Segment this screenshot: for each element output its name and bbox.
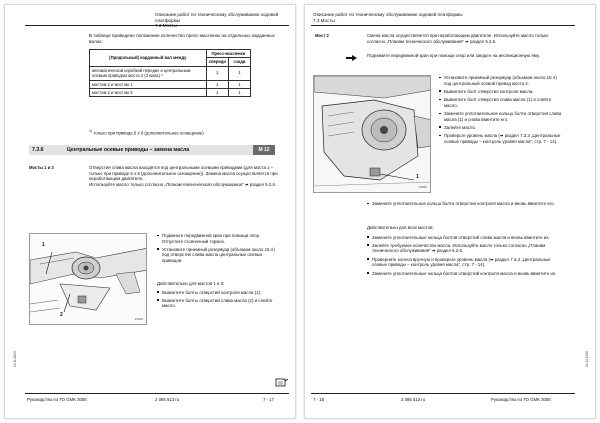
page-header: [313, 12, 463, 23]
oil-spec-ref: ➠ раздел 5.2.6.: [244, 181, 277, 187]
table-cell: 1: [229, 88, 251, 96]
figure-callout-1: 1: [42, 242, 45, 248]
margin-code: 12.11.2003: [13, 351, 17, 367]
table-cell: 1: [229, 80, 251, 88]
axle2-drain-drawing: [314, 76, 431, 193]
footer-code: 2 085 513 ru: [401, 397, 426, 402]
footnote-mark: 1): [89, 129, 93, 133]
figure-code: 20895: [134, 317, 143, 322]
oil-can-icon: [275, 377, 289, 387]
list-item: Проверните колеса вручную и проверьте уровень масла (➠ раздел 7.3.3 „Центральные осевые приводы – контроль уровня масла“, стр. 7 - 14).: [367, 257, 563, 268]
header-rule: [25, 25, 289, 26]
list-item: Установите приемный резервуар (объемом около 15 л) под центральный осевой привод моста 2.: [439, 75, 563, 86]
header-title: Описание работ по техническому обслуживанию ходовой платформы: [313, 12, 463, 17]
action-title: Действительно для мостов 1 и 3:: [157, 281, 225, 286]
steps-list-2: [367, 201, 563, 209]
figure-callout-1: 1: [416, 174, 419, 180]
table-cell: мостом 2 и мостом 3: [90, 88, 207, 96]
figure-callout-2: 2: [60, 312, 63, 318]
list-item: Вывинтите болт отверстия слива масла (1) и слейте масло.: [439, 97, 563, 108]
table-cell: 1: [229, 66, 251, 80]
grease-nipple-table: [89, 49, 251, 97]
table-cell: 1: [206, 88, 228, 96]
list-item: Замените уплотнительное кольцо болта отверстия контроля масла и вновь ввинтите его.: [367, 201, 563, 207]
table-header-rear: сзади: [229, 58, 251, 66]
section-bar: [29, 145, 275, 155]
margin-code: 24.12.1999: [585, 351, 589, 367]
header-section: 7.3 Мосты: [155, 23, 177, 29]
table-cell: 1: [206, 66, 228, 80]
figure-code: 20896: [418, 185, 427, 190]
list-item: Замените уплотнительные кольца болтов отверстий контроля масла и вновь ввинтите их.: [367, 271, 563, 277]
paragraph-oil-spec: [89, 182, 285, 188]
list-item: Подкиньте передвижной кран при помощи опор. Отпустите стояночный тормоз.: [157, 233, 281, 244]
footer-code: 2 085 513 ru: [155, 397, 180, 402]
list-item: Вывинтите болты отверстий слива масла (2) и слейте масло.: [157, 298, 281, 309]
axle2-drain-figure: [313, 75, 431, 193]
page-header: [155, 12, 291, 29]
table-header-front: спереди: [206, 58, 228, 66]
section-title: Центральные осевые приводы – замена масла: [67, 147, 190, 153]
table-cell: 1: [206, 80, 228, 88]
list-item: Замените уплотнительные кольца болтов отверстий слива масла и вновь ввинтите их.: [367, 235, 563, 241]
list-item: Залейте требуемое количество масла. Используйте масло только согласно „Планам технического обслуживания“ ➠ раздел 5.2.6.: [367, 243, 563, 254]
steps-list-1: [439, 75, 563, 147]
side-label: Мосты 1 и 3: [29, 165, 54, 170]
notice-text: Поднимите передвижной кран при помощи опор или заедьте на инспекционную яму.: [367, 53, 540, 58]
section-number: 7.3.6: [32, 147, 44, 153]
table-row: [90, 88, 251, 96]
oil-can-graphic: [275, 377, 289, 387]
footnote-text: только при приводе 6 х 6 (дополнительное оснащение): [93, 130, 204, 136]
axle-drain-drawing: [30, 234, 147, 325]
header-rule: [311, 25, 575, 26]
left-page: [4, 4, 296, 419]
oil-spec-text: Используйте масло только согласно: [89, 181, 165, 187]
footer-manual: Руководство по ТО GMK 3050: [27, 397, 87, 402]
steps-list-1: [157, 233, 281, 266]
maintenance-badge: M 12: [253, 145, 275, 155]
side-label: Мост 2: [315, 33, 329, 38]
footer-rule: [25, 393, 289, 394]
right-page: [304, 4, 596, 419]
footer-rule: [311, 393, 575, 394]
table-header-shaft: (Продольный) карданный вал между: [90, 50, 207, 67]
header-section: 7.3 Мосты: [313, 17, 335, 23]
table-header-nipples: Пресс-масленки: [206, 50, 250, 58]
table-cell: мостом 2 и мостом 1: [90, 80, 207, 88]
action-title: Действительно для всех мостов:: [367, 225, 434, 230]
list-item: Установите приемный резервуар (объемом около 15 л) под отверстия слива масла центральных осевых приводов.: [157, 247, 281, 264]
list-item: Залейте масло.: [439, 125, 563, 131]
list-item: Проверьте уровень масла (➠ раздел 7.3.3 „Центральные осевые приводы – контроль уровня масла“, стр. 7 - 14).: [439, 133, 563, 144]
pointing-hand-icon: [345, 53, 359, 63]
footnote: [89, 129, 279, 136]
table-row: [90, 66, 251, 80]
footer-page-number: 7 - 17: [263, 397, 274, 402]
table-cell: автоматической коробкой передач и центральным осевым приводом моста 2 (3 вала) ¹⁾: [90, 66, 207, 80]
action-block: [367, 225, 563, 279]
list-item: Вывинтите болт отверстия контроля масла.: [439, 89, 563, 95]
oil-spec-plan: „Планам технического обслуживания“: [164, 181, 244, 187]
intro-text: В таблице приведено положение количество пресс-масленок на отдельных карданных валах:: [89, 33, 275, 44]
footer-manual: Руководство по ТО GMK 3050: [491, 397, 551, 402]
list-item: Вывинтите болты отверстий контроля масла (1).: [157, 290, 281, 296]
intro-paragraph: Смена масла осуществляется при неработающем двигателе. Используйте масло только согласно „Планам технического обслуживания“ ➠ раздел 5.2.6.: [367, 33, 549, 44]
table-row: [90, 80, 251, 88]
list-item: Замените уплотнительное кольцо болта отверстия слива масла (1) и снова ввинтите его.: [439, 111, 563, 122]
pointing-hand-graphic: [345, 53, 359, 63]
action-block: [157, 281, 281, 312]
axle-drain-figure: [29, 233, 147, 325]
paragraph-drain: Отверстия слива масла находятся под центральными осевыми приводами (для моста 1 – только при приводе 6 х 6 (дополнительное оснащение)). Замена масла осуществляется при неработающем двигателе.: [89, 165, 278, 182]
header-title: Описание работ по техническому обслуживанию ходовой платформы: [155, 12, 279, 23]
footer-page-number: 7 - 18: [313, 397, 324, 402]
intro-paragraph: [89, 165, 285, 188]
